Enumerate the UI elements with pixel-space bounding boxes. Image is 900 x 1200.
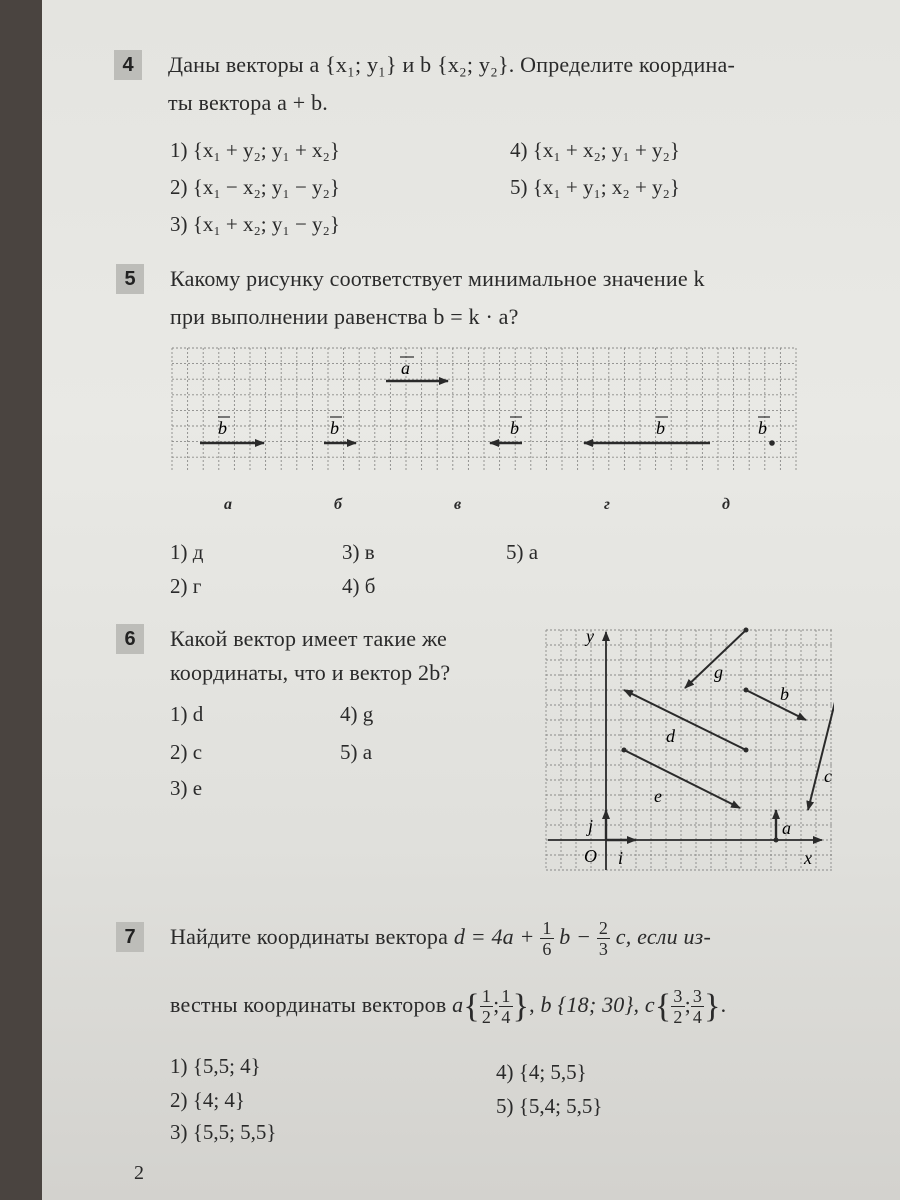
q7-c-x: $\frac{3}{2}$ bbox=[673, 986, 683, 1028]
q7-fraction-1-6 bbox=[540, 918, 553, 959]
q5-vector-b-label-v: b bbox=[510, 418, 519, 438]
q5-vector-a-label: a bbox=[401, 358, 410, 378]
unit-vector-i-label: i bbox=[618, 848, 624, 868]
q7-formula-start: d = 4a + bbox=[453, 924, 541, 949]
y-axis-label: y bbox=[586, 626, 594, 646]
q7-vector-c-label: c bbox=[644, 992, 655, 1017]
question-6-option-1: 1) d bbox=[170, 702, 204, 726]
question-5-option-1: 1) д bbox=[170, 540, 204, 564]
q7-intro-text: Найдите координаты вектора bbox=[170, 924, 449, 949]
question-7-option-5: 5) {5,4; 5,5} bbox=[496, 1094, 603, 1118]
q5-caption-b: б bbox=[334, 496, 342, 513]
q7-fraction-2-3 bbox=[597, 918, 610, 959]
vector-e bbox=[624, 750, 740, 808]
page-number: 2 bbox=[134, 1162, 144, 1184]
question-5-line-1: Какому рисунку соответствует минимальное значение k bbox=[170, 266, 705, 291]
q5-caption-a: а bbox=[224, 496, 232, 513]
question-4-number: 4 bbox=[114, 50, 142, 80]
textbook-page bbox=[42, 0, 900, 1200]
question-5-line-2: при выполнении равенства b = k · a? bbox=[170, 304, 519, 329]
question-7-line-1 bbox=[170, 918, 711, 959]
vector-e-label: e bbox=[654, 786, 662, 806]
question-5-grid-figure bbox=[170, 344, 800, 480]
q5-vector-b-label-a: b bbox=[218, 418, 227, 438]
vector-g-label: g bbox=[714, 662, 723, 682]
q5-vector-b-v bbox=[490, 417, 522, 443]
q5-vector-b-label-g: b bbox=[656, 418, 665, 438]
question-4-option-2: 2) {x₁ − x₂; y₁ − y₂} bbox=[170, 175, 340, 199]
question-7-option-2: 2) {4; 4} bbox=[170, 1088, 245, 1112]
vector-d-label: d bbox=[666, 726, 675, 746]
q5-vector-a bbox=[386, 357, 448, 381]
question-6-option-2: 2) c bbox=[170, 740, 203, 764]
question-4-option-4: 4) {x₁ + x₂; y₁ + y₂} bbox=[510, 138, 680, 162]
question-5-option-4: 4) б bbox=[342, 574, 376, 598]
q5-caption-g: г bbox=[604, 496, 610, 513]
question-4-option-1: 1) {x₁ + y₂; y₁ + x₂} bbox=[170, 138, 340, 162]
question-4-line-1: Даны векторы a {x₁; y₁} и b {x₂; y₂}. Определите координа- bbox=[168, 52, 735, 77]
unit-vector-j-label: j bbox=[588, 816, 594, 836]
question-7-option-4: 4) {4; 5,5} bbox=[496, 1060, 587, 1084]
q7-a-x: $\frac{1}{2}$ bbox=[481, 986, 492, 1028]
question-6-line-2: координаты, что и вектор 2b? bbox=[170, 660, 451, 685]
question-7-line-2: вестны координаты векторов a{ $\frac{1}{2}$ ; $\frac{1}{4}$ }, b {18; 30}, c{ $\frac{3}{2}$ ; $\frac{3}{4}$ }. bbox=[170, 986, 727, 1028]
q5-vector-b-label-b: b bbox=[330, 418, 339, 438]
q7-fraction-2-den: 3 bbox=[598, 939, 609, 960]
vector-a-label: a bbox=[782, 818, 791, 838]
q5-vector-b-b bbox=[324, 417, 356, 443]
question-6-option-4: 4) g bbox=[340, 702, 374, 726]
q5-caption-v: в bbox=[454, 496, 462, 513]
question-4-option-5: 5) {x₁ + y₁; x₂ + y₂} bbox=[510, 175, 680, 199]
q5-vector-b-g bbox=[584, 417, 710, 443]
q7-known-text: вестны координаты векторов bbox=[170, 992, 447, 1017]
q7-fraction-2-num: 2 bbox=[598, 918, 609, 939]
q7-vector-a-label: a bbox=[452, 992, 464, 1017]
question-6-coordinate-figure bbox=[542, 620, 834, 874]
q5-vector-b-label-d: b bbox=[758, 418, 767, 438]
q7-formula-mid: b − bbox=[559, 924, 597, 949]
question-4-option-3: 3) {x₁ + x₂; y₁ − y₂} bbox=[170, 212, 340, 236]
question-7-option-3: 3) {5,5; 5,5} bbox=[170, 1120, 277, 1144]
question-5-option-2: 2) г bbox=[170, 574, 202, 598]
q5-caption-d: д bbox=[722, 496, 730, 513]
vector-c-label: c bbox=[824, 766, 832, 786]
question-6-option-5: 5) a bbox=[340, 740, 373, 764]
q5-vector-b-a bbox=[200, 417, 264, 443]
q7-formula-end: c, если из- bbox=[615, 924, 711, 949]
q7-fraction-1-den: 6 bbox=[542, 939, 552, 960]
q7-c-y: $\frac{3}{4}$ bbox=[692, 986, 703, 1028]
origin-label: O bbox=[584, 846, 597, 866]
question-5-option-3: 3) в bbox=[342, 540, 375, 564]
question-6-line-1: Какой вектор имеет такие же bbox=[170, 626, 448, 651]
question-5-grid bbox=[172, 348, 796, 472]
question-5-option-5: 5) а bbox=[506, 540, 539, 564]
question-7-option-1: 1) {5,5; 4} bbox=[170, 1054, 261, 1078]
question-7-number: 7 bbox=[116, 922, 144, 952]
question-6-number: 6 bbox=[116, 624, 144, 654]
q7-vector-b: b {18; 30}, bbox=[540, 992, 640, 1017]
x-axis-label: x bbox=[804, 848, 812, 868]
question-4-line-2: ты вектора a + b. bbox=[168, 90, 328, 115]
q7-a-y: $\frac{1}{4}$ bbox=[501, 986, 511, 1028]
question-5-number: 5 bbox=[116, 264, 144, 294]
vector-b-label: b bbox=[780, 684, 789, 704]
question-6-option-3: 3) e bbox=[170, 776, 203, 800]
q7-fraction-1-num: 1 bbox=[542, 918, 552, 939]
